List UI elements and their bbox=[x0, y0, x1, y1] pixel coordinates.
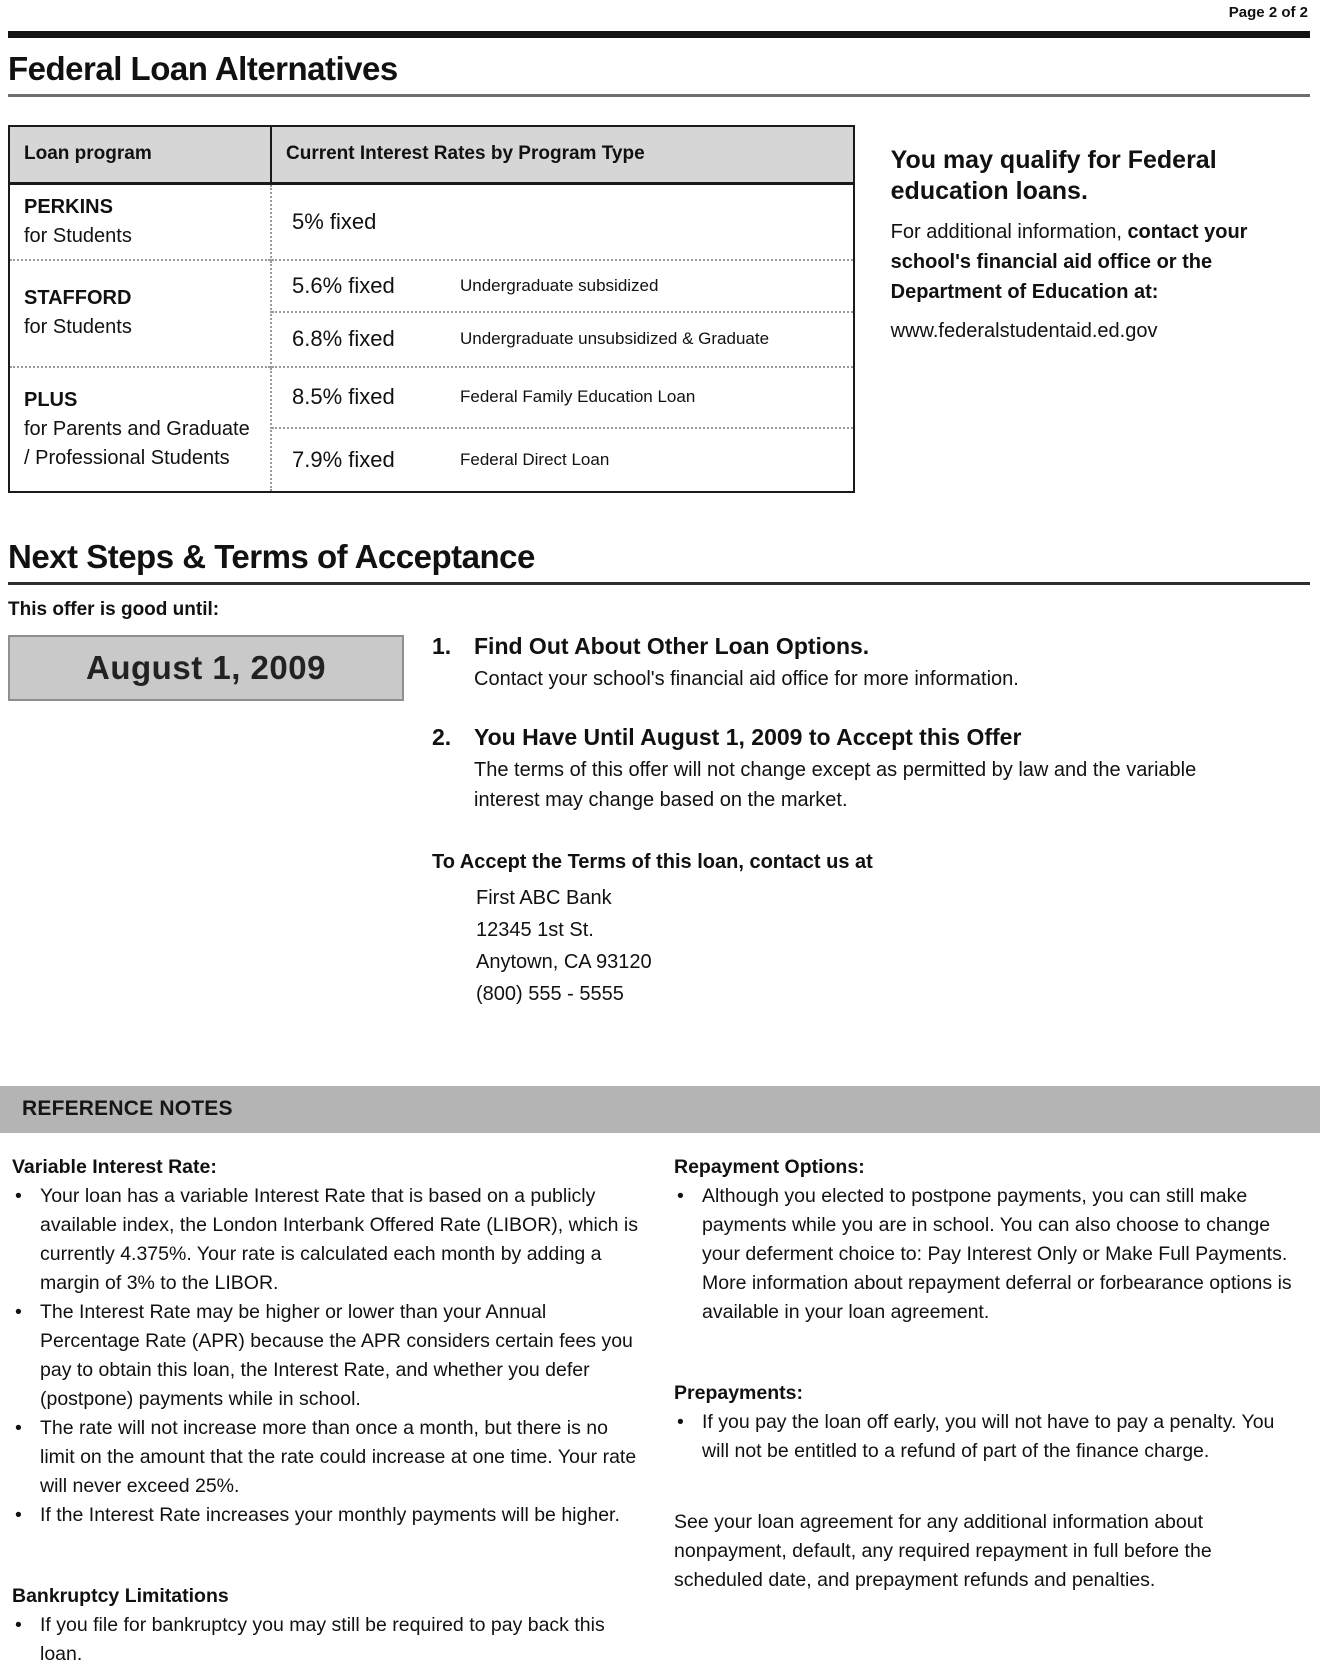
reference-notes-section bbox=[8, 1153, 1310, 1669]
accept-heading: To Accept the Terms of this loan, contact us at bbox=[432, 850, 873, 873]
rate-cell-perkins bbox=[271, 183, 854, 260]
section-title-next-steps: Next Steps & Terms of Acceptance bbox=[8, 537, 535, 575]
program-name: STAFFORD bbox=[24, 287, 132, 309]
federal-aid-aside bbox=[891, 125, 1310, 493]
step-2 bbox=[432, 722, 1242, 815]
note-list bbox=[674, 1182, 1304, 1327]
rate-value: 5.6% fixed bbox=[292, 272, 395, 298]
step-title: You Have Until August 1, 2009 to Accept this Offer bbox=[474, 723, 1022, 750]
rate-cell-stafford-subsidized bbox=[271, 260, 854, 312]
table-row bbox=[9, 260, 854, 312]
rate-cell-stafford-unsubsidized bbox=[271, 312, 854, 367]
note-list bbox=[12, 1182, 640, 1530]
bank-name: First ABC Bank bbox=[476, 886, 612, 909]
program-name: PERKINS bbox=[24, 195, 113, 218]
step-number: 2. bbox=[432, 723, 452, 750]
rate-cell-plus-direct bbox=[271, 428, 854, 492]
program-subtitle: for Students bbox=[24, 316, 132, 338]
rate-program-type: Federal Direct Loan bbox=[460, 449, 610, 469]
offer-good-until-label: This offer is good until: bbox=[8, 598, 220, 620]
step-1 bbox=[432, 631, 1242, 694]
note-list bbox=[674, 1408, 1304, 1466]
section-title-federal-loan-alternatives: Federal Loan Alternatives bbox=[8, 50, 398, 87]
note-group-variable-interest-rate bbox=[12, 1153, 640, 1530]
aside-body bbox=[891, 217, 1310, 307]
reference-notes-title: REFERENCE NOTES bbox=[22, 1097, 233, 1120]
bank-city: Anytown, CA 93120 bbox=[476, 950, 652, 973]
table-row bbox=[9, 367, 854, 428]
aside-body-bold: contact your school's financial aid office or the Department of Education at: bbox=[890, 221, 1248, 303]
note-bullet: • If you file for bankruptcy you may still be required to pay back this loan. bbox=[12, 1611, 640, 1669]
note-bullet: • If the Interest Rate increases your monthly payments will be higher. bbox=[12, 1501, 640, 1530]
notes-closing-paragraph: See your loan agreement for any additional information about nonpayment, default, any required repayment in full before the scheduled date, and prepayment refunds and penalties. bbox=[674, 1510, 1212, 1591]
rate-program-type: Undergraduate unsubsidized & Graduate bbox=[460, 329, 770, 348]
program-name: PLUS bbox=[24, 388, 78, 411]
rate-value: 7.9% fixed bbox=[292, 446, 395, 472]
bank-phone: (800) 555 - 5555 bbox=[476, 982, 624, 1005]
note-bullet: • Your loan has a variable Interest Rate that is based on a publicly available index, the London Interbank Offered Rate (LIBOR), which is currently 4.375%. Your rate is calculated each month by adding a margin of 3% to the LIBOR. bbox=[12, 1182, 640, 1298]
step-description: Contact your school's financial aid office for more information. bbox=[474, 667, 1019, 690]
loan-rates-table bbox=[8, 125, 855, 493]
note-group-bankruptcy-limitations bbox=[12, 1582, 640, 1669]
step-body bbox=[474, 631, 1019, 694]
accept-contact-block bbox=[432, 851, 1242, 1010]
rate-value: 8.5% fixed bbox=[292, 384, 395, 409]
note-heading: Repayment Options: bbox=[674, 1155, 865, 1178]
note-heading: Prepayments: bbox=[674, 1381, 803, 1404]
note-group-prepayments bbox=[674, 1379, 1304, 1466]
federal-student-aid-url: www.federalstudentaid.ed.gov bbox=[890, 320, 1158, 342]
step-title: Find Out About Other Loan Options. bbox=[474, 632, 870, 659]
offer-date-box bbox=[8, 635, 404, 701]
program-cell-perkins bbox=[9, 183, 271, 260]
step-body bbox=[474, 722, 1242, 815]
notes-left-column bbox=[8, 1153, 640, 1669]
reference-notes-band bbox=[0, 1086, 1320, 1133]
aside-body-normal: For additional information, bbox=[890, 221, 1128, 243]
next-steps-section bbox=[8, 599, 1310, 1010]
rate-value: 6.8% fixed bbox=[292, 326, 395, 351]
header-loan-program: Loan program bbox=[9, 126, 271, 183]
rate-value: 5% fixed bbox=[292, 208, 377, 234]
note-heading: Bankruptcy Limitations bbox=[12, 1584, 229, 1607]
rate-cell-plus-ffel bbox=[271, 367, 854, 428]
note-bullet: • The Interest Rate may be higher or lower than your Annual Percentage Rate (APR) because the APR considers certain fees you pay to obtain this loan, the Interest Rate, and whether you defer (postpone) payments while in school. bbox=[12, 1298, 640, 1414]
program-cell-stafford bbox=[9, 260, 271, 367]
note-bullet: • The rate will not increase more than once a month, but there is no limit on the amount that the rate could increase at one time. Your rate will never exceed 25%. bbox=[12, 1414, 640, 1501]
aside-heading: You may qualify for Federal education loans. bbox=[890, 146, 1217, 205]
bank-street: 12345 1st St. bbox=[476, 918, 594, 941]
steps-column bbox=[432, 599, 1242, 1010]
note-bullet: • Although you elected to postpone payments, you can still make payments while you are in school. You can also choose to change your deferment choice to: Pay Interest Only or Make Full Payments. More information about repayment deferral or forbearance options is available in your loan agreement. bbox=[674, 1182, 1304, 1327]
page-indicator: Page 2 of 2 bbox=[1228, 4, 1308, 21]
note-bullet: • If you pay the loan off early, you will not have to pay a penalty. You will not be entitled to a refund of part of the finance charge. bbox=[674, 1408, 1304, 1466]
rate-program-type: Federal Family Education Loan bbox=[460, 387, 696, 406]
next-steps-underline bbox=[8, 582, 1310, 585]
top-rule bbox=[8, 31, 1310, 38]
rate-program-type: Undergraduate subsidized bbox=[460, 275, 659, 295]
contact-address bbox=[476, 882, 1242, 1010]
table-row bbox=[9, 183, 854, 260]
header-interest-rates: Current Interest Rates by Program Type bbox=[271, 126, 854, 183]
notes-right-column bbox=[674, 1153, 1310, 1669]
program-cell-plus bbox=[9, 367, 271, 492]
table-header-row bbox=[9, 126, 854, 183]
offer-date: August 1, 2009 bbox=[86, 648, 326, 686]
note-group-repayment-options bbox=[674, 1153, 1304, 1327]
title-underline bbox=[8, 94, 1310, 97]
federal-loans-section bbox=[8, 125, 1310, 493]
note-heading: Variable Interest Rate: bbox=[12, 1155, 217, 1178]
step-number: 1. bbox=[432, 632, 452, 659]
program-subtitle: for Students bbox=[24, 224, 132, 247]
step-description: The terms of this offer will not change except as permitted by law and the variable interest may change based on the market. bbox=[474, 758, 1197, 811]
offer-column bbox=[8, 599, 432, 1010]
program-subtitle: for Parents and Graduate / Professional Students bbox=[24, 417, 250, 469]
